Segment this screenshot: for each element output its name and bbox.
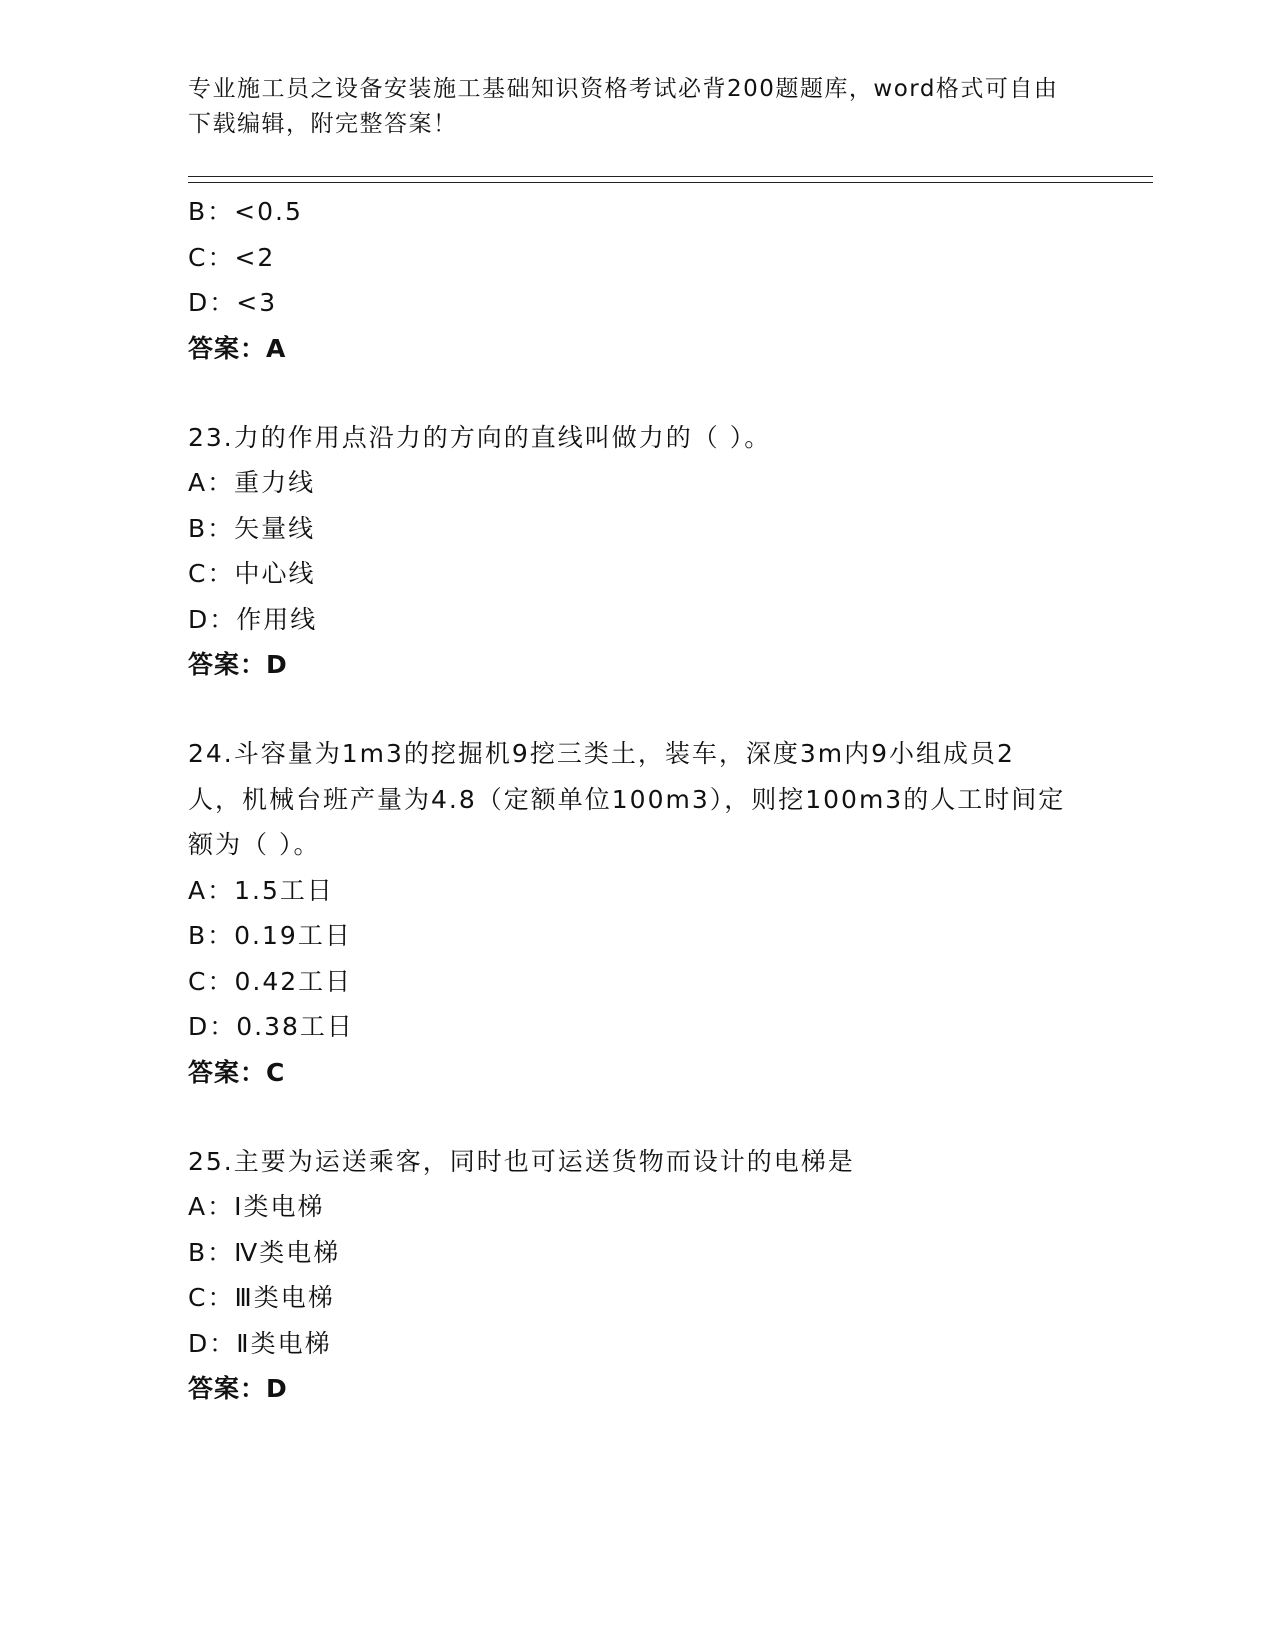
option-b <box>188 1230 1068 1276</box>
header-line-2: 下载编辑，附完整答案！ <box>188 111 458 137</box>
option-letter: B： <box>188 921 235 950</box>
answer-value: A <box>266 333 287 363</box>
option-text: 重力线 <box>234 468 316 497</box>
option-a <box>188 460 1068 506</box>
answer-line <box>188 642 1068 688</box>
option-c <box>188 235 1068 281</box>
header-divider-bottom <box>188 182 1153 183</box>
option-letter: B： <box>188 513 235 543</box>
answer-label: 答案： <box>188 650 267 679</box>
option-text: 0.19工日 <box>234 921 352 950</box>
option-text: Ⅱ类电梯 <box>236 1328 332 1358</box>
option-letter: C： <box>188 1283 235 1312</box>
question-text: 25.主要为运送乘客，同时也可运送货物而设计的电梯是 <box>188 1146 855 1176</box>
answer-label: 答案： <box>188 1374 267 1403</box>
option-b <box>188 506 1068 552</box>
option-d <box>188 1321 1068 1367</box>
document-header <box>188 72 1068 142</box>
option-letter: A： <box>188 875 235 905</box>
question-24 <box>188 731 1068 1096</box>
option-letter: C： <box>188 559 235 588</box>
option-text: 中心线 <box>234 559 316 588</box>
option-text: Ⅳ类电梯 <box>234 1237 341 1267</box>
option-d <box>188 280 1068 326</box>
option-a <box>188 1184 1068 1230</box>
question-23 <box>188 415 1068 689</box>
option-letter: A： <box>188 1192 235 1221</box>
answer-value: D <box>266 650 288 679</box>
option-letter: D： <box>188 604 237 634</box>
answer-line <box>188 1366 1068 1412</box>
option-text: Ⅲ类电梯 <box>234 1283 335 1312</box>
option-text: <3 <box>236 288 278 317</box>
header-line-1: 专业施工员之设备安装施工基础知识资格考试必背200题题库，word格式可自由 <box>188 76 1059 102</box>
spacer <box>188 1096 1068 1139</box>
option-text: <0.5 <box>234 197 303 226</box>
option-text: 作用线 <box>236 604 318 634</box>
option-text: 0.38工日 <box>236 1012 354 1041</box>
option-c <box>188 1275 1068 1321</box>
answer-line <box>188 326 1068 372</box>
option-d <box>188 1004 1068 1050</box>
option-text: 矢量线 <box>234 513 316 543</box>
question-text: 23.力的作用点沿力的方向的直线叫做力的（ ）。 <box>188 422 772 452</box>
option-c <box>188 551 1068 597</box>
header-divider-top <box>188 176 1153 177</box>
option-letter: C： <box>188 242 235 272</box>
option-letter: B： <box>188 197 235 226</box>
question-list <box>188 189 1068 1412</box>
option-letter: D： <box>188 288 237 317</box>
option-c <box>188 959 1068 1005</box>
spacer <box>188 688 1068 731</box>
option-text: I类电梯 <box>234 1192 325 1221</box>
option-d <box>188 597 1068 643</box>
option-letter: C： <box>188 966 235 996</box>
question-25 <box>188 1139 1068 1413</box>
answer-label: 答案： <box>188 333 267 363</box>
option-letter: A： <box>188 468 235 497</box>
option-letter: D： <box>188 1012 237 1041</box>
question-text: 24.斗容量为1m3的挖掘机9挖三类土，装车，深度3m内9小组成员2人，机械台班产量为4.8（定额单位100m3），则挖100m3的人工时间定额为（ ）。 <box>188 739 1066 859</box>
option-b <box>188 189 1068 235</box>
option-letter: B： <box>188 1237 235 1267</box>
option-text: <2 <box>234 242 276 272</box>
option-text: 1.5工日 <box>234 875 334 905</box>
question-22-continued <box>188 189 1068 372</box>
option-text: 0.42工日 <box>234 966 353 996</box>
answer-value: C <box>266 1057 286 1087</box>
answer-label: 答案： <box>188 1057 267 1087</box>
answer-line <box>188 1050 1068 1096</box>
spacer <box>188 372 1068 415</box>
option-b <box>188 913 1068 959</box>
answer-value: D <box>266 1374 288 1403</box>
option-letter: D： <box>188 1328 237 1358</box>
option-a <box>188 868 1068 914</box>
